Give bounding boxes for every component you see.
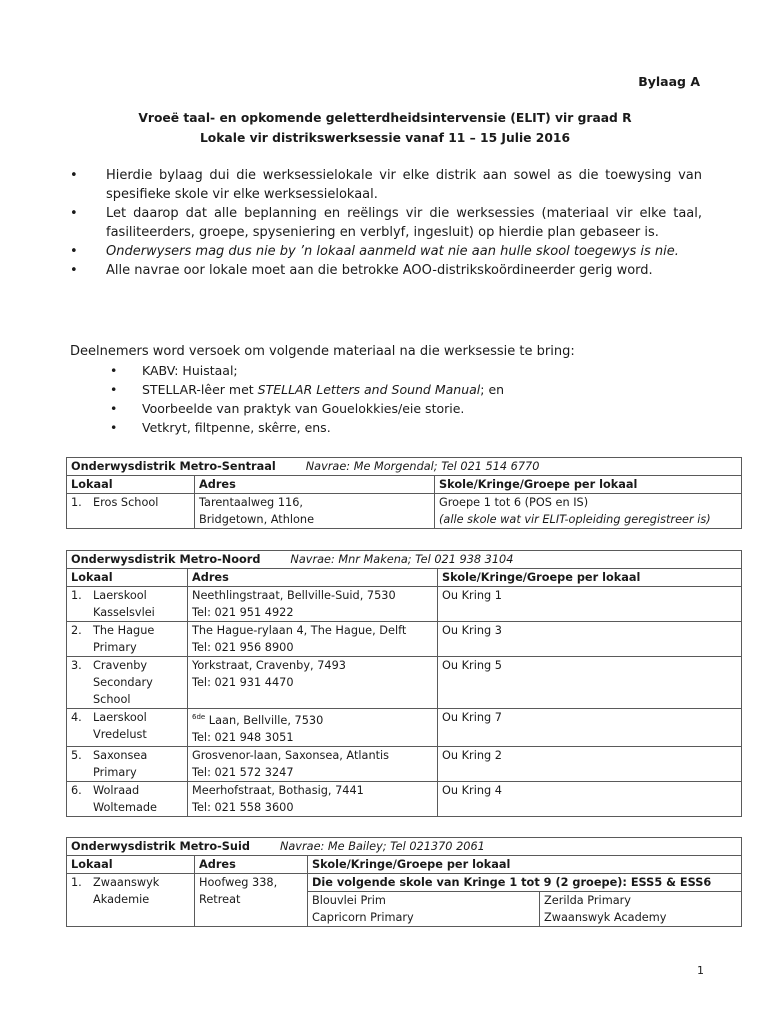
address-line: Bridgetown, Athlone: [199, 513, 315, 526]
column-header-address: Adres: [195, 476, 435, 494]
schools-line: Groepe 1 tot 6 (POS en IS): [439, 496, 589, 509]
row-number: 3.: [71, 659, 82, 672]
column-header-address: Adres: [188, 569, 438, 587]
district-header: [67, 838, 742, 856]
venue-name: Eros School: [93, 496, 159, 509]
column-header-address: Adres: [195, 856, 308, 874]
venue-cell: [67, 587, 188, 622]
school-name: Zerilda Primary: [544, 894, 631, 907]
table-row: [67, 781, 742, 816]
phone-line: Tel: 021 931 4470: [192, 676, 294, 689]
venue-cell: [67, 781, 188, 816]
school-name: Capricorn Primary: [312, 911, 414, 924]
venue-name: Wolraad Woltemade: [93, 783, 157, 814]
address-cell: [188, 781, 438, 816]
circle-cell: Ou Kring 3: [438, 622, 742, 657]
column-header-venue: Lokaal: [67, 476, 195, 494]
district-enquiries: Navrae: Me Bailey; Tel 021370 2061: [279, 840, 485, 853]
table-row: [67, 657, 742, 709]
materials-manual-title: STELLAR Letters and Sound Manual: [257, 382, 481, 397]
address-cell: [195, 494, 435, 529]
page-number: 1: [697, 964, 704, 977]
materials-text: Voorbeelde van praktyk van Gouelokkies/eie storie.: [142, 401, 465, 416]
table-metro-noord: [66, 550, 742, 817]
materials-text: ; en: [480, 382, 505, 397]
bullet-glyph: •: [110, 401, 118, 416]
table-row: [67, 746, 742, 781]
schools-note: (alle skole wat vir ELIT-opleiding geregistreer is): [439, 513, 711, 526]
table-row: [67, 587, 742, 622]
venue-cell: [67, 494, 195, 529]
venue-cell: [67, 874, 195, 927]
schools-cell: [308, 892, 540, 927]
note-text: Let daarop dat alle beplanning en reëlings vir die werksessies (materiaal vir elke taal, fasiliteerders, groepe, spyseniering en verblyf, ingesluit) op hierdie plan gebaseer is.: [106, 206, 702, 240]
address-line: $^{6de}$ Laan, Bellville, 7530: [192, 713, 324, 727]
materials-item: [110, 399, 504, 418]
address-line: Hoofweg 338,: [199, 876, 278, 889]
address-line: Retreat: [199, 893, 241, 906]
note-item: [70, 204, 702, 242]
table-row: [67, 622, 742, 657]
note-text: Onderwysers mag dus nie by ’n lokaal aanmeld wat nie aan hulle skool toegewys is nie.: [106, 244, 679, 259]
note-item: [70, 242, 702, 261]
address-line: The Hague-rylaan 4, The Hague, Delft: [192, 624, 407, 637]
document-title: Vroeë taal- en opkomende geletterdheidsintervensie (ELIT) vir graad R: [138, 111, 632, 125]
phone-line: Tel: 021 558 3600: [192, 800, 294, 814]
phone-line: Tel: 021 572 3247: [192, 765, 294, 779]
table-header-row: [67, 551, 742, 569]
venue-name: Laerskool Kasselsvlei: [93, 589, 155, 619]
materials-list: [110, 361, 504, 437]
venue-cell: [67, 709, 188, 747]
address-cell: [188, 709, 438, 747]
circle-cell: Ou Kring 5: [438, 657, 742, 709]
bullet-glyph: •: [110, 363, 118, 378]
row-number: 1.: [71, 589, 82, 602]
row-number: 5.: [71, 748, 82, 762]
table-row: [67, 494, 742, 529]
document-subtitle: Lokale vir distrikswerksessie vanaf 11 – 15 Julie 2016: [199, 131, 571, 145]
bullet-glyph: •: [110, 382, 118, 397]
venue-name: Cravenby Secondary School: [93, 659, 153, 706]
table-metro-suid: [66, 837, 742, 927]
bullet-glyph: •: [70, 263, 78, 278]
venue-name: Zwaanswyk Akademie: [93, 876, 160, 906]
district-header: [67, 458, 742, 476]
circle-cell: Ou Kring 4: [438, 781, 742, 816]
address-cell: [188, 622, 438, 657]
materials-item: [110, 361, 504, 380]
district-name: Onderwysdistrik Metro-Suid: [71, 840, 250, 853]
phone-line: Tel: 021 948 3051: [192, 730, 294, 744]
note-text: Alle navrae oor lokale moet aan die betrokke AOO-distrikskoördineerder gerig word.: [106, 263, 653, 278]
address-cell: [188, 587, 438, 622]
column-header-schools: Skole/Kringe/Groepe per lokaal: [438, 569, 742, 587]
note-text: Hierdie bylaag dui die werksessielokale vir elke distrik aan sowel as die toewysing van spesifieke skole vir elke werksessielokaal.: [106, 168, 702, 202]
address-line: Yorkstraat, Cravenby, 7493: [192, 659, 346, 672]
venue-name: The Hague Primary: [93, 624, 155, 654]
row-number: 2.: [71, 624, 82, 637]
row-number: 1.: [71, 496, 82, 509]
note-item: [70, 166, 702, 204]
notes-list: [70, 166, 702, 280]
district-name: Onderwysdistrik Metro-Sentraal: [71, 460, 276, 473]
venue-cell: [67, 657, 188, 709]
address-cell: [195, 874, 308, 927]
address-line: Tarentaalweg 116,: [199, 496, 303, 509]
bullet-glyph: •: [70, 168, 78, 183]
school-name: Blouvlei Prim: [312, 894, 386, 907]
materials-intro: Deelnemers word versoek om volgende materiaal na die werksessie te bring:: [70, 344, 575, 359]
column-header-row: [67, 569, 742, 587]
school-name: Zwaanswyk Academy: [544, 911, 667, 924]
phone-line: Tel: 021 951 4922: [192, 606, 294, 619]
schools-cell: [435, 494, 742, 529]
district-name: Onderwysdistrik Metro-Noord: [71, 553, 261, 566]
materials-text: KABV: Huistaal;: [142, 363, 238, 378]
materials-text: STELLAR-lêer met: [142, 382, 258, 397]
venue-cell: [67, 622, 188, 657]
column-header-schools: Skole/Kringe/Groepe per lokaal: [308, 856, 742, 874]
annex-label: Bylaag A: [638, 74, 700, 89]
bullet-glyph: •: [70, 206, 78, 221]
district-enquiries: Navrae: Me Morgendal; Tel 021 514 6770: [305, 460, 540, 473]
address-line: Neethlingstraat, Bellville-Suid, 7530: [192, 589, 396, 602]
circle-cell: Ou Kring 7: [438, 709, 742, 747]
phone-line: Tel: 021 956 8900: [192, 641, 294, 654]
materials-item: [110, 418, 504, 437]
column-header-row: [67, 476, 742, 494]
row-number: 4.: [71, 711, 82, 724]
bullet-glyph: •: [70, 244, 78, 259]
column-header-venue: Lokaal: [67, 856, 195, 874]
table-row: [67, 874, 742, 892]
address-line: Grosvenor-laan, Saxonsea, Atlantis: [192, 748, 390, 762]
circle-cell: Ou Kring 2: [438, 746, 742, 781]
district-enquiries: Navrae: Mnr Makena; Tel 021 938 3104: [290, 553, 514, 566]
row-number: 1.: [71, 876, 82, 889]
venue-cell: [67, 746, 188, 781]
column-header-schools: Skole/Kringe/Groepe per lokaal: [435, 476, 742, 494]
address-line: Meerhofstraat, Bothasig, 7441: [192, 783, 364, 797]
note-item: [70, 261, 702, 280]
venue-name: Laerskool Vredelust: [93, 711, 147, 741]
materials-item: [110, 380, 504, 399]
table-row: [67, 709, 742, 747]
bullet-glyph: •: [110, 420, 118, 435]
row-number: 6.: [71, 783, 82, 797]
schools-cell: [540, 892, 742, 927]
table-header-row: [67, 458, 742, 476]
venue-name: Saxonsea Primary: [93, 748, 148, 779]
ordinal-superscript: 6de: [192, 713, 206, 721]
column-header-venue: Lokaal: [67, 569, 188, 587]
address-cell: [188, 746, 438, 781]
district-header: [67, 551, 742, 569]
table-metro-centraal: [66, 457, 742, 529]
address-cell: [188, 657, 438, 709]
materials-text: Vetkryt, filtpenne, skêrre, ens.: [142, 420, 331, 435]
table-header-row: [67, 838, 742, 856]
column-header-row: [67, 856, 742, 874]
schools-group-heading: Die volgende skole van Kringe 1 tot 9 (2 groepe): ESS5 & ESS6: [308, 874, 742, 892]
circle-cell: Ou Kring 1: [438, 587, 742, 622]
